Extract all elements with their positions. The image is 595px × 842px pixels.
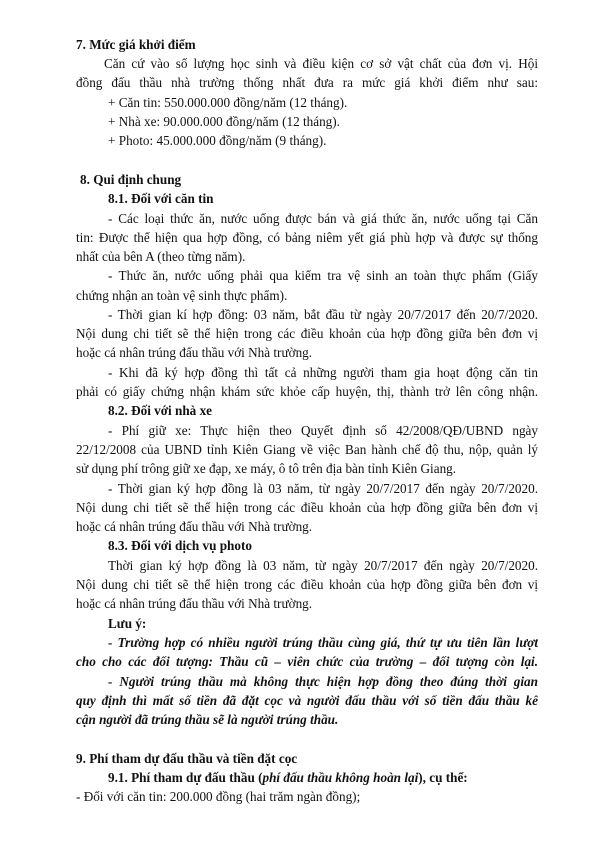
section-8-1-line: chứng nhận an toàn vệ sinh thực phẩm). [76,288,288,303]
section-8-3-line: Thời gian ký hợp đồng là 03 năm, từ ngày 20/7/2017 đến ngày 20/7/2020. [108,558,538,573]
section-8-1-line: - Khi đã ký hợp đồng thì tất cả những người tham gia hoạt động căn tin [108,365,538,380]
section-7-paragraph-line: đồng đấu thầu nhà trường thống nhất đưa ra mức giá khởi điểm như sau: [76,75,538,90]
section-8-3-line: Nội dung chi tiết sẽ thể hiện trong các điều khoản của hợp đồng giữa bên đơn vị [76,577,538,592]
note-line: - Trường hợp có nhiều người trúng thầu cùng giá, thứ tự ưu tiên lần lượt [108,635,538,650]
section-9-1-heading [108,769,468,787]
section-9-1-heading-prefix: 9.1. Phí tham dự đấu thầu ( [108,770,263,785]
section-8-1-line: phải có giấy chứng nhận khám sức khỏe cấp huyện, thị, thành trở lên công nhận. [76,384,538,399]
section-9-heading: 9. Phí tham dự đấu thầu và tiền đặt cọc [76,751,298,766]
section-8-1-line: nhất của bên A (theo từng năm). [76,249,246,264]
section-8-1-line: tin: Được thể hiện qua hợp đồng, có bảng niêm yết giá phù hợp và được sự thống [76,230,538,245]
section-7-paragraph-line: Căn cứ vào số lượng học sinh và điều kiện cơ sở vật chất của đơn vị. Hội [104,56,538,71]
section-8-1-line: - Các loại thức ăn, nước uống được bán và giá thức ăn, nước uống tại Căn [108,211,538,226]
note-line: cận người đã trúng thầu sẽ là người trúng thầu. [76,712,339,727]
section-8-heading: 8. Qui định chung [80,172,182,187]
section-8-1-heading: 8.1. Đối với căn tin [108,191,214,206]
section-9-1-heading-italic: phí đấu thầu không hoàn lại [262,770,419,785]
section-8-2-line: 22/12/2008 của UBND tỉnh Kiên Giang về việc Ban hành chế độ thu, nộp, quản lý [76,442,538,457]
section-9-1-line: - Đối với căn tin: 200.000 đồng (hai trăm ngàn đồng); [76,789,361,804]
section-8-3-line: hoặc cá nhân trúng đấu thầu với Nhà trường. [76,596,313,611]
section-9-1-heading-suffix: ), cụ thể: [418,770,468,785]
note-heading: Lưu ý: [108,616,147,631]
section-8-2-line: - Phí giữ xe: Thực hiện theo Quyết định số 42/2008/QĐ/UBND ngày [108,423,538,438]
section-8-2-line: hoặc cá nhân trúng đấu thầu với Nhà trường. [76,519,313,534]
note-line: quy định thì mất số tiền đã đặt cọc và người đấu thầu với số tiền đấu thầu kế [76,693,538,708]
price-item-canteen: + Căn tin: 550.000.000 đồng/năm (12 tháng). [108,95,348,110]
section-8-2-line: Nội dung chi tiết sẽ thể hiện trong các điều khoản của hợp đồng giữa bên đơn vị [76,500,538,515]
section-8-1-line: - Thời gian kí hợp đồng: 03 năm, bắt đầu từ ngày 20/7/2017 đến 20/7/2020. [108,307,538,322]
section-8-1-line: - Thức ăn, nước uống phải qua kiểm tra vệ sinh an toàn thực phẩm (Giấy [108,268,538,283]
section-8-2-heading: 8.2. Đối với nhà xe [108,403,213,418]
note-line: cho cho các đối tượng: Thầu cũ – viên chức của trường – đối tượng còn lại. [76,654,538,669]
section-8-1-line: hoặc cá nhân trúng đấu thầu với Nhà trường. [76,345,313,360]
note-line: - Người trúng thầu mà không thực hiện hợp đồng theo đúng thời gian [108,674,538,689]
section-8-2-line: - Thời gian ký hợp đồng là 03 năm, từ ngày 20/7/2017 đến ngày 20/7/2020. [108,481,538,496]
section-8-1-line: Nội dung chi tiết sẽ thể hiện trong các điều khoản của hợp đồng giữa bên đơn vị [76,326,538,341]
price-item-photo: + Photo: 45.000.000 đồng/năm (9 tháng). [108,133,327,148]
section-7-heading: 7. Mức giá khởi điểm [76,37,196,52]
section-8-3-heading: 8.3. Đối với dịch vụ photo [108,538,252,553]
section-8-2-line: sử dụng phí trông giữ xe đạp, xe máy, ô tô trên địa bàn tỉnh Kiên Giang. [76,461,457,476]
price-item-parking: + Nhà xe: 90.000.000 đồng/năm (12 tháng). [108,114,340,129]
